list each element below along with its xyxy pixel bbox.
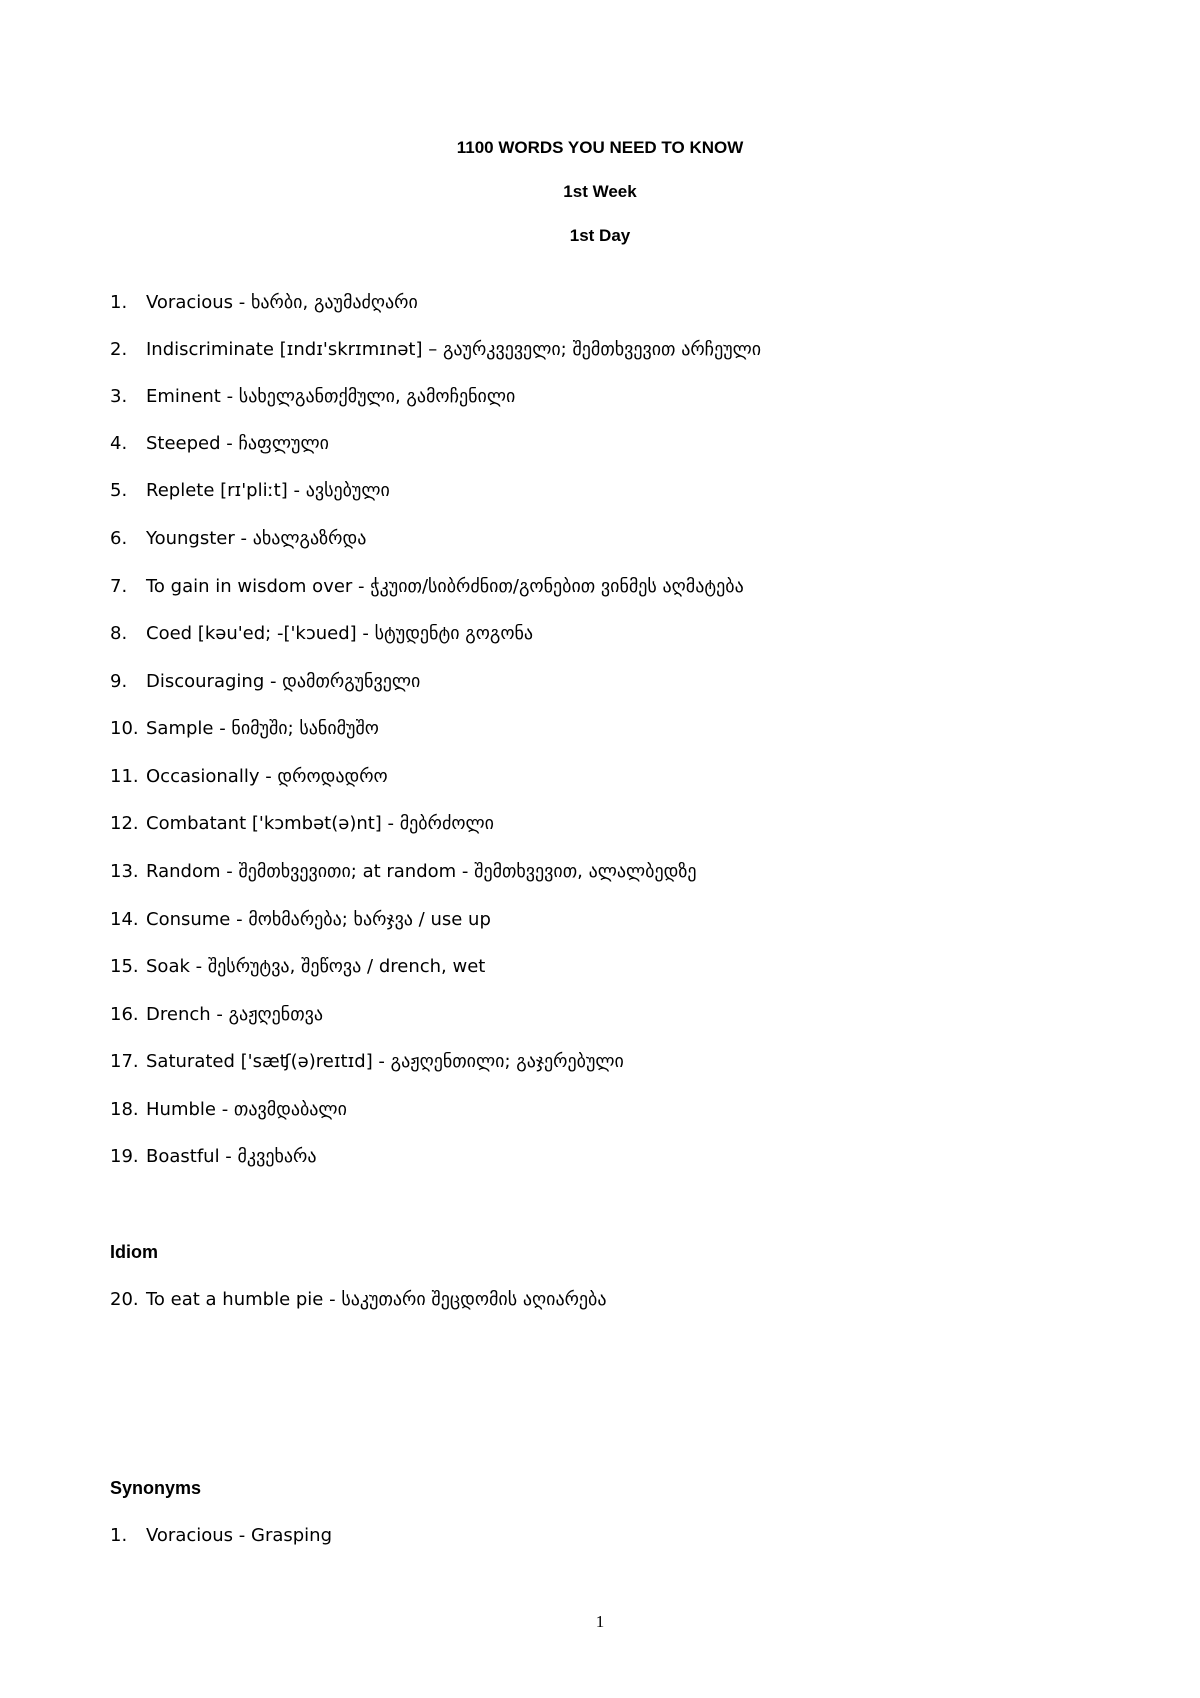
list-item (110, 528, 366, 550)
item-text: Sample - ნიმუში; სანიმუშო (146, 718, 379, 739)
list-item (110, 1146, 316, 1168)
item-number: 5. (110, 480, 128, 501)
item-text: Boastful - მკვეხარა (146, 1146, 317, 1167)
list-item (110, 433, 329, 455)
list-item (110, 386, 515, 408)
item-number: 6. (110, 528, 128, 549)
item-number: 12. (110, 813, 139, 834)
item-text: Voracious - ხარბი, გაუმაძღარი (146, 292, 418, 313)
list-item (110, 1004, 323, 1026)
week-heading: 1st Week (563, 182, 637, 201)
item-number: 15. (110, 956, 139, 977)
item-number: 9. (110, 671, 128, 692)
item-text: Humble - თავმდაბალი (146, 1099, 347, 1120)
page-number: 1 (595, 1612, 605, 1631)
item-text: Youngster - ახალგაზრდა (146, 528, 367, 549)
list-item (110, 766, 388, 788)
item-text: Voracious - Grasping (146, 1525, 333, 1546)
item-number: 19. (110, 1146, 139, 1167)
item-number: 10. (110, 718, 139, 739)
item-text: Steeped - ჩაფლული (146, 433, 329, 454)
item-number: 1. (110, 1525, 128, 1546)
item-text: Random - შემთხვევითი; at random - შემთხვევით, ალალბედზე (146, 861, 697, 882)
list-item (110, 671, 420, 693)
list-item (110, 576, 744, 598)
synonyms-heading: Synonyms (110, 1478, 202, 1498)
list-item (110, 861, 697, 883)
synonym-item (110, 1525, 332, 1547)
item-text: Indiscriminate [ɪndɪ'skrɪmɪnət] – გაურკვეველი; შემთხვევით არჩეული (146, 339, 762, 360)
item-text: Occasionally - დროდადრო (146, 766, 388, 787)
item-number: 2. (110, 339, 128, 360)
item-text: To eat a humble pie - საკუთარი შეცდომის აღიარება (146, 1289, 607, 1310)
list-item (110, 956, 485, 978)
item-text: Saturated ['sæʧ(ə)reɪtɪd] - გაჟღენთილი; გაჯერებული (146, 1051, 624, 1072)
item-number: 14. (110, 909, 139, 930)
item-number: 1. (110, 292, 128, 313)
list-item (110, 813, 494, 835)
item-number: 18. (110, 1099, 139, 1120)
item-text: Soak - შესრუტვა, შეწოვა / drench, wet (146, 956, 486, 977)
list-item (110, 1051, 624, 1073)
list-item (110, 480, 390, 502)
item-number: 8. (110, 623, 128, 644)
item-number: 16. (110, 1004, 139, 1025)
item-text: Consume - მოხმარება; ხარჯვა / use up (146, 909, 491, 930)
item-number: 17. (110, 1051, 139, 1072)
item-text: Coed [kəu'ed; -['kɔued] - სტუდენტი გოგონა (146, 623, 534, 644)
list-item (110, 909, 491, 931)
item-number: 3. (110, 386, 128, 407)
item-text: Eminent - სახელგანთქმული, გამოჩენილი (146, 386, 516, 407)
item-number: 13. (110, 861, 139, 882)
item-text: Drench - გაჟღენთვა (146, 1004, 323, 1025)
day-heading: 1st Day (569, 226, 631, 245)
list-item (110, 292, 418, 314)
item-number: 7. (110, 576, 128, 597)
list-item (110, 623, 533, 645)
idiom-item (110, 1289, 607, 1311)
item-number: 20. (110, 1289, 139, 1310)
item-text: To gain in wisdom over - ჭკუით/სიბრძნით/გონებით ვინმეს აღმატება (146, 576, 744, 597)
list-item (110, 339, 761, 361)
item-number: 4. (110, 433, 128, 454)
item-text: Discouraging - დამთრგუნველი (146, 671, 421, 692)
list-item (110, 1099, 347, 1121)
document-title: 1100 WORDS YOU NEED TO KNOW (456, 138, 744, 157)
list-item (110, 718, 379, 740)
item-number: 11. (110, 766, 139, 787)
item-text: Replete [rɪ'pliːt] - ავსებული (146, 480, 390, 501)
idiom-heading: Idiom (110, 1242, 158, 1262)
item-text: Combatant ['kɔmbət(ə)nt] - მებრძოლი (146, 813, 494, 834)
